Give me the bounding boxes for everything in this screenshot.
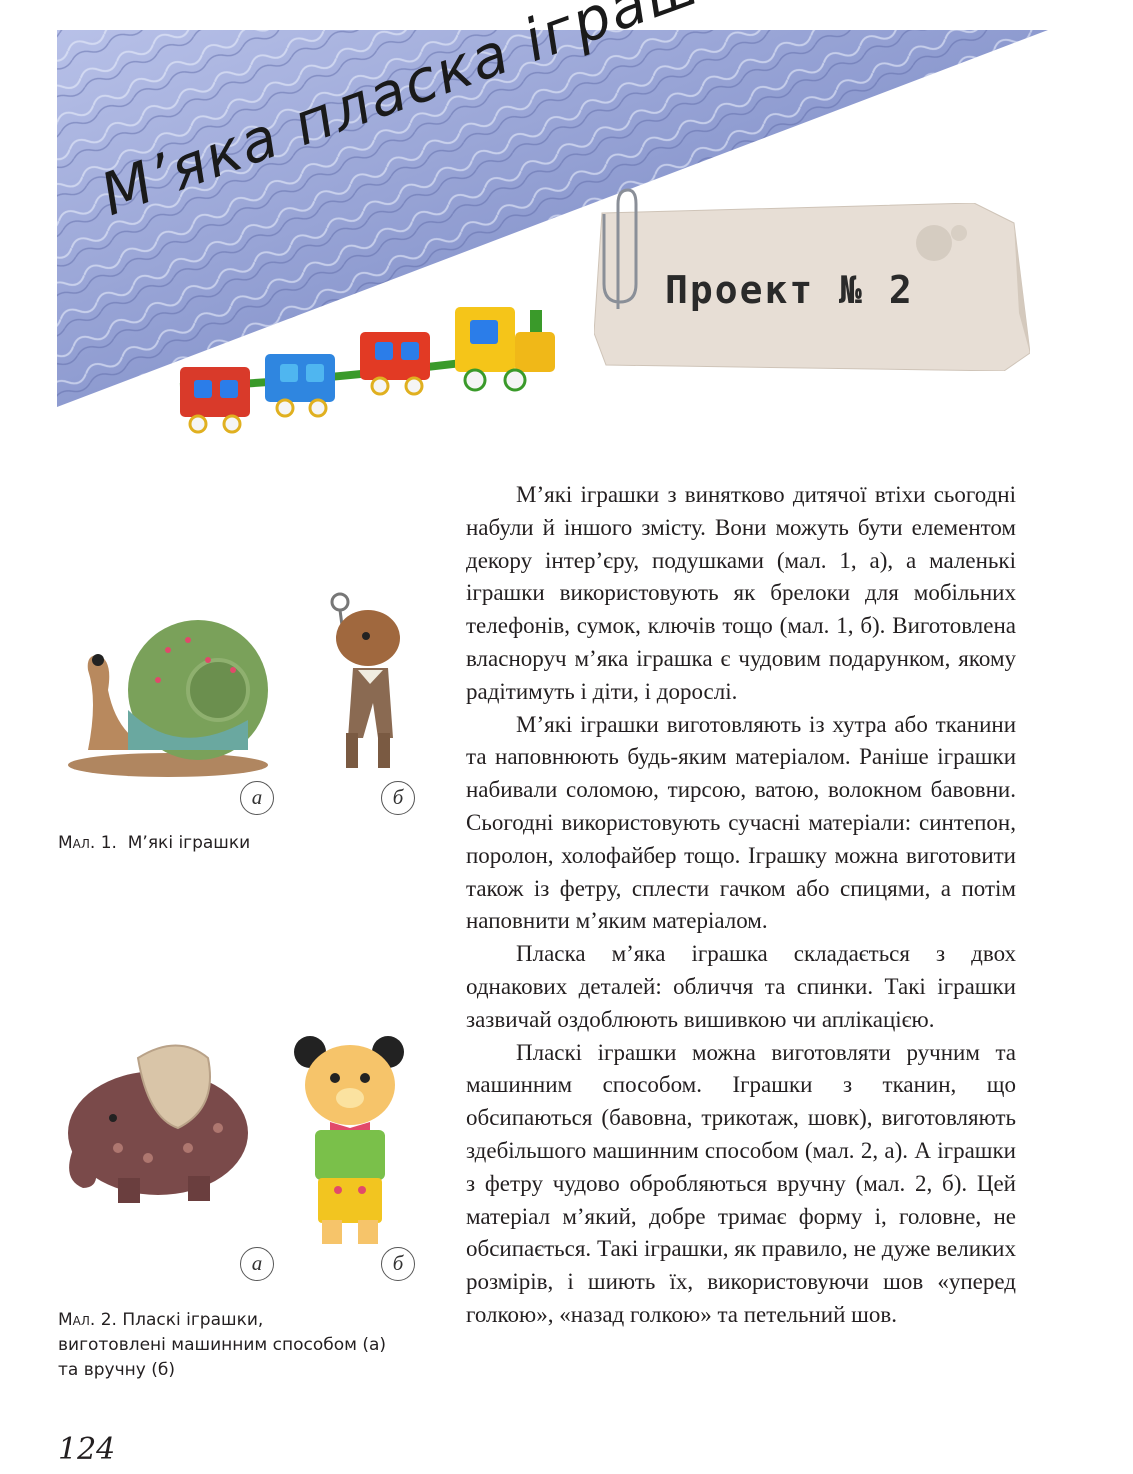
elephant-toy-image bbox=[58, 1038, 278, 1208]
fig2-label-a: а bbox=[240, 1247, 274, 1281]
fig2-caption-line2: виготовлені машинним способом (а) bbox=[58, 1335, 387, 1355]
fig2-caption bbox=[58, 1308, 386, 1383]
train-car-red-1 bbox=[180, 367, 250, 432]
paragraph-4: Пласкі іграшки можна виготовляти ручним та машинним способом. Іграшки з тканин, що обсипаються (бавовна, трикотаж, шовк), виготовляють здебільшого машинним способом (мал. 2, а). А іграшки з фетру чудово обробляються вручну (мал. 2, б). Цей матеріал м’який, добре тримає форму і, головне, не обсипається. Такі іграшки, як правило, не дуже великих розмірів, і шиють їх, використовуючи шов «уперед голкою», «назад голкою» та петельний шов. bbox=[466, 1039, 1016, 1327]
bear-felt-toy-image bbox=[290, 1030, 410, 1250]
paperclip-icon bbox=[596, 184, 640, 314]
page-number: 124 bbox=[58, 1432, 116, 1467]
train-engine-yellow bbox=[455, 307, 555, 390]
fig2-caption-prefix: Мал. 2. bbox=[58, 1310, 117, 1330]
fig2-caption-line1: Пласкі іграшки, bbox=[122, 1310, 264, 1330]
project-label: Проект № 2 bbox=[665, 268, 914, 312]
fig1-caption-text: М’які іграшки bbox=[127, 833, 251, 853]
fig1-caption-prefix: Мал. 1. bbox=[58, 833, 117, 853]
toy-train-image bbox=[170, 292, 570, 442]
fig2-label-b: б bbox=[381, 1247, 415, 1281]
body-text bbox=[466, 479, 1016, 1332]
fig1-caption bbox=[58, 831, 250, 856]
train-car-blue bbox=[265, 354, 335, 416]
snail-toy-image bbox=[58, 600, 288, 780]
paragraph-2: М’які іграшки виготовляють із хутра або тканини та наповнюють будь-яким матеріалом. Раніше іграшки набивали соломою, тирсою, ватою, волокном бавовни. Сьогодні використовують сучасні матеріали: синтепон, поролон, холофайбер тощо. Іграшку можна виготовити також із фетру, сплести гачком або спицями, а потім наповнити м’яким матеріалом. bbox=[466, 711, 1016, 934]
fig1-label-a: а bbox=[240, 781, 274, 815]
chapter-header bbox=[0, 0, 1133, 460]
fig1-label-b: б bbox=[381, 781, 415, 815]
deer-keychain-image bbox=[318, 588, 408, 778]
paragraph-3: Пласка м’яка іграшка складається з двох однакових деталей: обличчя та спинки. Такі іграшки зазвичай оздоблюють вишивкою чи аплікацією. bbox=[466, 941, 1016, 1032]
paragraph-1: М’які іграшки з винятково дитячої втіхи сьогодні набули й іншого змісту. Вони можуть бути елементом декору інтер’єру, подушками (мал. 1, а), а маленькі іграшки використовують як брелоки для мобільних телефонів, сумок, ключів тощо (мал. 1, б). Виготовлена власноруч м’яка іграшка є чудовим подарунком, якому радітимуть і діти, і дорослі. bbox=[466, 482, 1016, 704]
fig2-caption-line3: та вручну (б) bbox=[58, 1360, 175, 1380]
train-car-red-2 bbox=[360, 332, 430, 394]
